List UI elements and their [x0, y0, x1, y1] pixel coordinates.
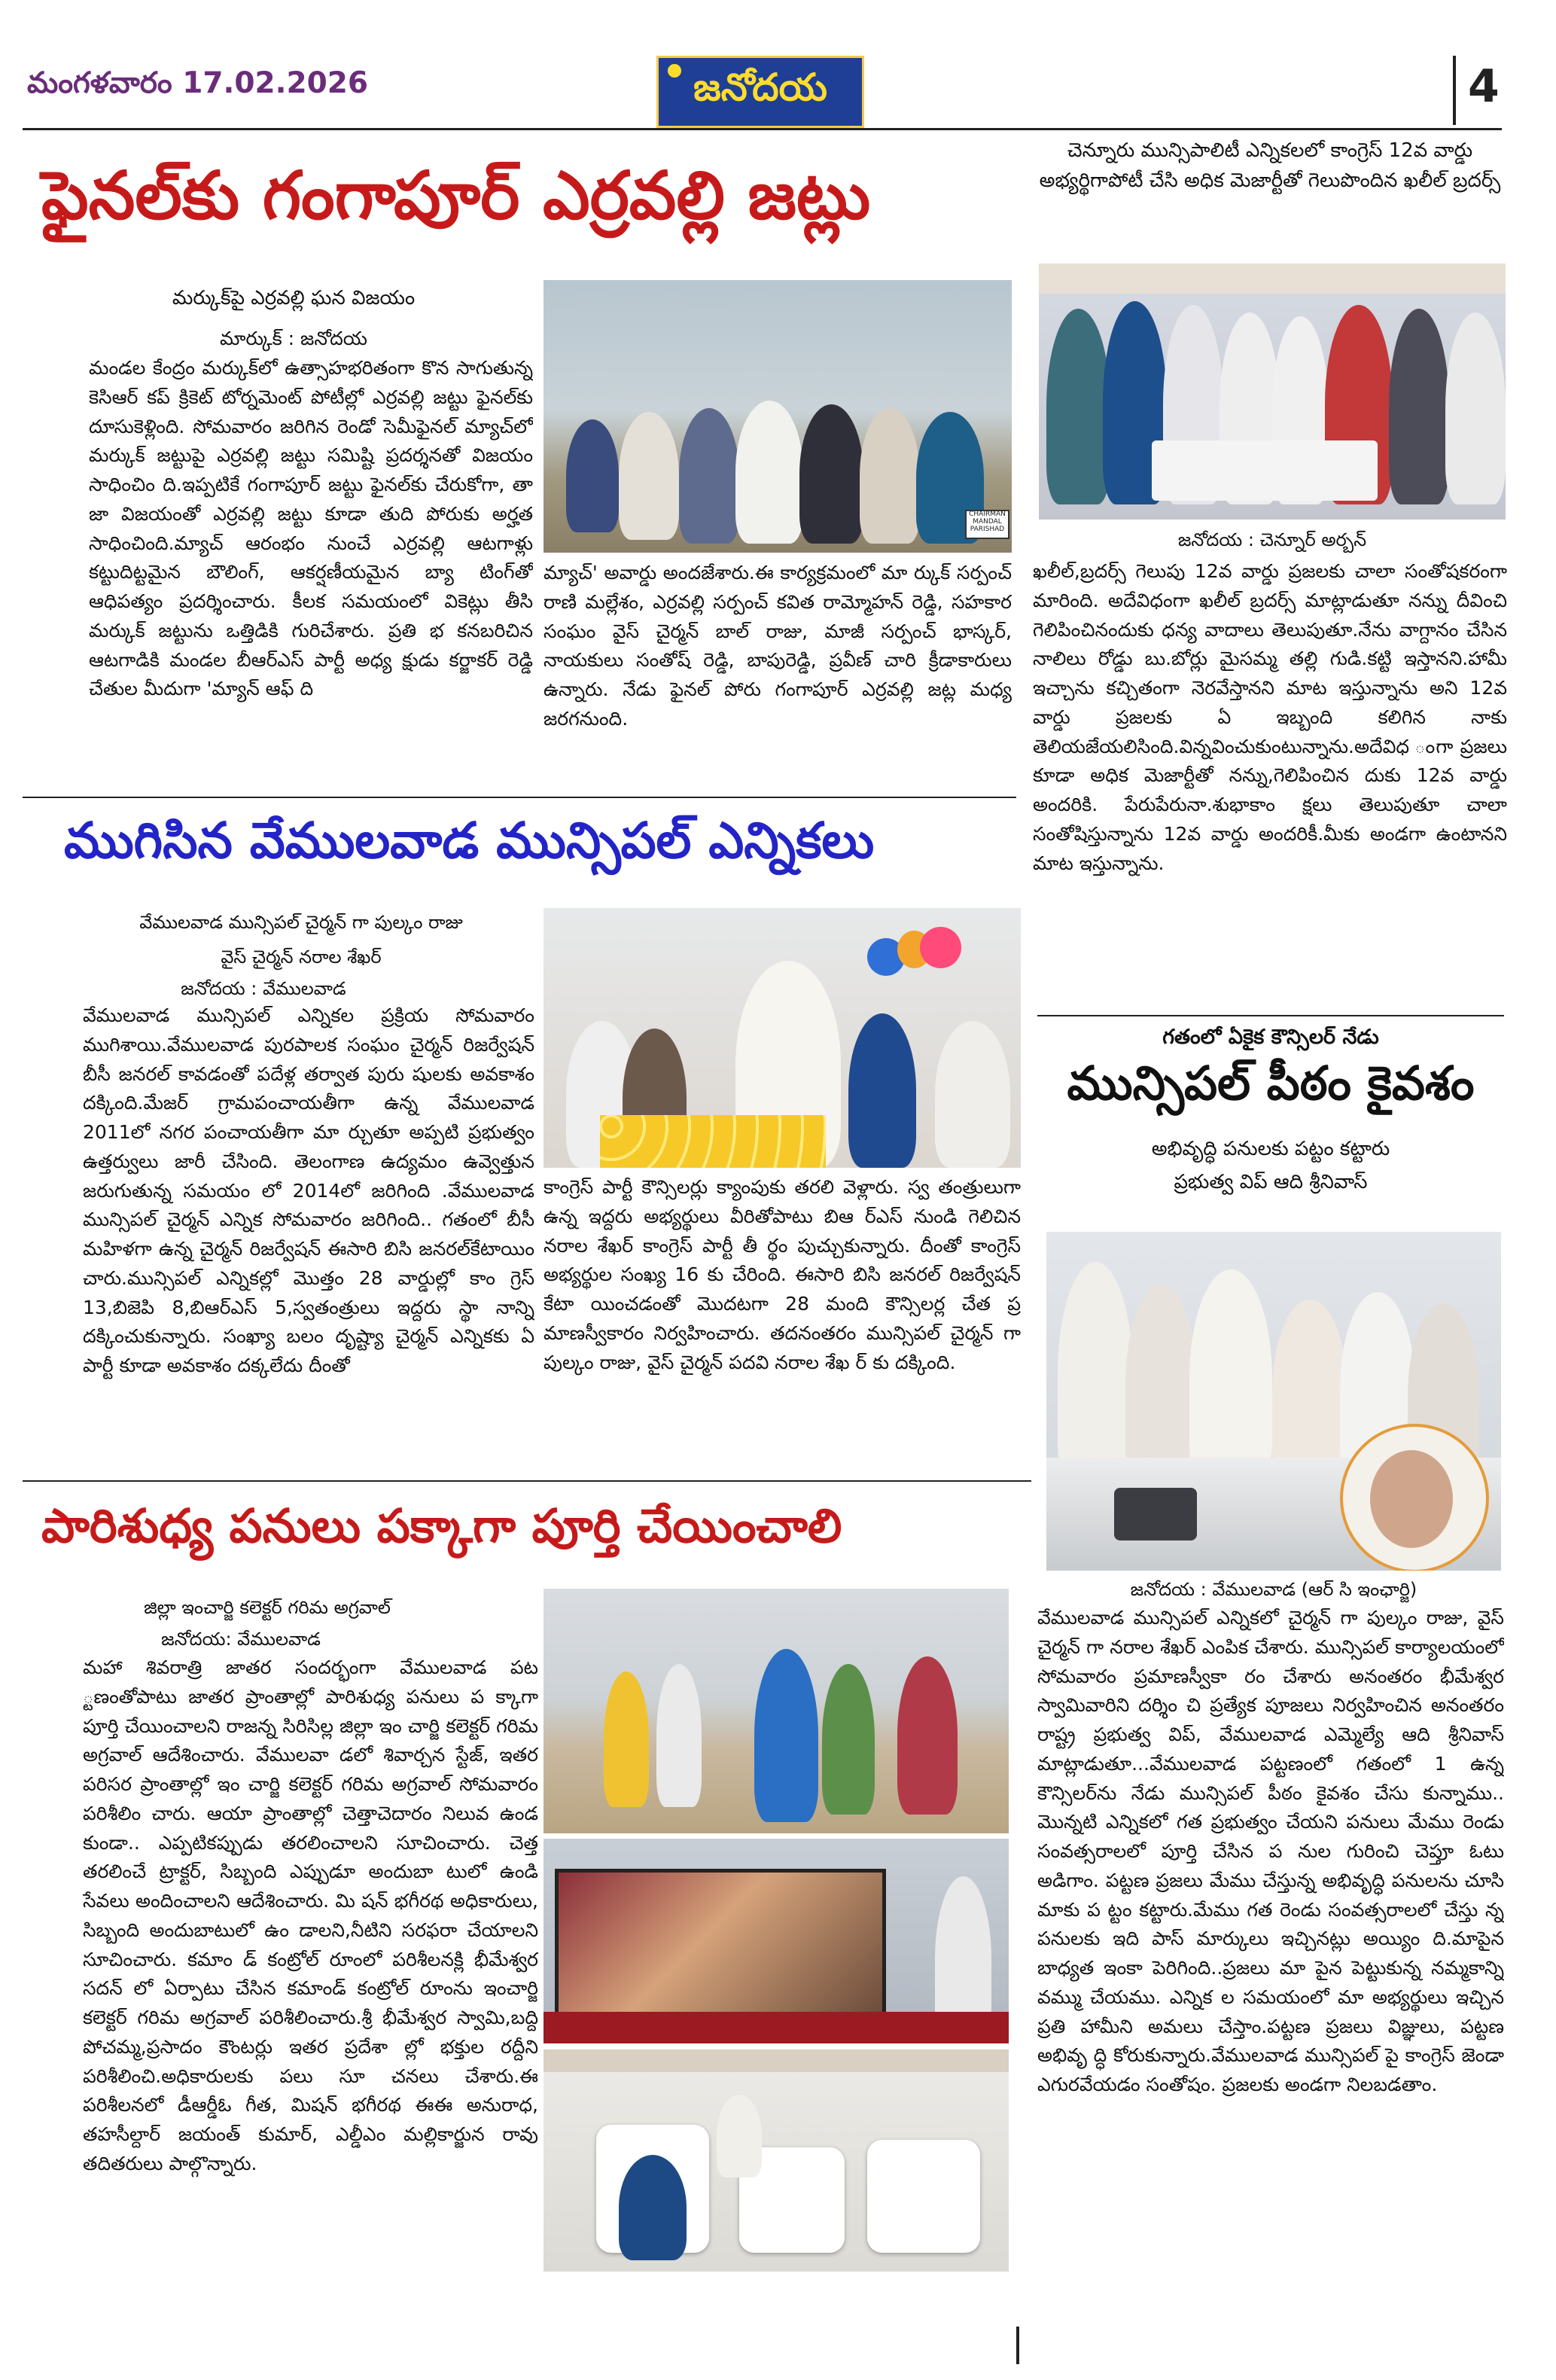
masthead-rule [23, 128, 1502, 130]
story5-subhead: జిల్లా ఇంచార్జి కలెక్టర్ గరిమ అగ్రవాల్ [144, 1597, 391, 1618]
story3-dateline: జనోదయ : వేములవాడ [181, 978, 346, 999]
story4-kicker: గతంలో ఏకైక కౌన్సిలర్ నేడు [1162, 1025, 1379, 1049]
story2-headline: చెన్నూరు మున్సిపాలిటీ ఎన్నికలలో కాంగ్రెస్ 12వ వార్డు అభ్యర్థిగాపోటీ చేసి అధిక మెజార్టీతో గెలుపొందిన ఖలీల్ బ్రదర్స్ [1039, 139, 1501, 193]
story4-headline: మున్సిపల్ పీఠం కైవశం [1067, 1056, 1475, 1111]
page-edge-mark [1016, 2327, 1019, 2364]
story2-body: ఖలీల్,బ్రదర్స్ గెలుపు 12వ వార్డు ప్రజలకు చాలా సంతోషకరంగా మారింది. అదేవిధంగా ఖలీల్ బ్రదర్స్ మాట్లాడుతూ నన్ను దీవించి గెలిపించినందుకు ధన్య వాదాలు తెలుపుతూ.నేను వాగ్దానం చేసిన నాలిలు రోడ్డు బు.బోర్లు మైసమ్మ తల్లి గుడి.కట్టి ఇస్తానని.హామీ ఇచ్చాను కచ్చితంగా నెరవేస్తానని మాట ఇస్తున్నాను అని 12వ వార్డు ప్రజలకు ఏ ఇబ్బంది కలిగిన నాకు తెలియజేయలిసింది.విన్నవించుకుంటున్నాను.అదేవిధ ంగా ప్రజలు కూడా అధిక మెజార్టీతో నన్ను,గెలిపించిన దుకు 12వ వార్డు అందరికి. పేరుపేరునా.శుభాకాం క్షలు తెలుపుతూ చాలా సంతోషిస్తున్నాను 12వ వార్డు అందరికీ.మీకు అండగా ఉంటానని మాట ఇస్తున్నాను. [1033, 560, 1507, 874]
story3-subhead-vice-chairman: వైస్ చైర్మన్ నరాల శేఖర్ [221, 946, 382, 968]
story2-photo [1039, 264, 1506, 520]
story5-photo-3 [544, 2049, 1009, 2272]
story3-subhead-chairman: వేములవాడ మున్సిపల్ చైర్మన్ గా పుల్కం రాజు [139, 912, 463, 933]
story4-body: వేములవాడ మున్సిపల్ ఎన్నికలో చైర్మన్ గా పుల్కం రాజు, వైస్ చైర్మన్ గా నరాల శేఖర్ ఎంపిక చేశారు. మున్సిపల్ కార్యాలయంలో సోమవారం ప్రమాణస్వీకా రం చేశారు అనంతరం భీమేశ్వర స్వామివారిని దర్శిం చి ప్రత్యేక పూజలు నిర్వహించిన అనంతరం రాష్ట్ర ప్రభుత్వ విప్, వేములవాడ ఎమ్మెల్యే ఆది శ్రీనివాస్ మాట్లాడుతూ...వేములవాడ పట్టణంలో గతంలో 1 ఉన్న కౌన్సిలర్‌ను నేడు మున్సిపల్ పీఠం కైవశం చేసు కున్నాము.. మొన్నటి ఎన్నికలో గత ప్రభుత్వం చేయని పనులు మేము రెండు సంవత్సరాలలో పూర్తి చేసిన ప నుల గురించి చెప్తూ ఓటు అడిగాం. పట్టణ ప్రజలు మేము చేస్తున్న అభివృద్ధి పనులను చూసి మాకు ప ట్టం కట్టారు.మేము గత రెండు సంవత్సరాలలో చేస్తు న్న పనులకు ఇది పాస్ మార్కులు ఇచ్చినట్లు అయ్యిం ది.మాపైన బాధ్యత ఇంకా పెరిగింది..ప్రజలు మా పైన పెట్టుకున్న నమ్మకాన్ని వమ్ము చేయము. ఎన్నిక ల సమయంలో మా అభ్యర్థులు ఇచ్చిన ప్రతి హామీని అమలు చేస్తాం.పట్టణ ప్రజలు విజ్ఞులు, పట్టణ అభివృ ద్ధి కోరుకున్నారు.వేములవాడ మున్సిపల్ పై కాంగ్రెస్ జెండా ఎగురవేయడం సంతోషం. ప్రజలకు అండగా నిలబడతాం. [1037, 1607, 1504, 2095]
paper-name: జనోదయ [693, 65, 827, 109]
story3-headline: ముగిసిన వేములవాడ మున్సిపల్ ఎన్నికలు [64, 812, 875, 870]
story3-body-col1: వేములవాడ మున్సిపల్ ఎన్నికల ప్రక్రియ సోమవారం ముగిశాయి.వేములవాడ పురపాలక సంఘం చైర్మన్ రిజర్వేషన్ బీసీ జనరల్ కావడంతో పదేళ్ల తర్వాత పురు షులకు అవకాశం దక్కింది.మేజర్ గ్రామపంచాయతీగా ఉన్న వేములవాడ 2011లో నగర పంచాయతీగా మా ర్చుతూ అప్పటి ప్రభుత్వం ఉత్తర్వులు జారీ చేసింది. తెలంగాణ ఉద్యమం ఉవ్వెత్తున జరుగుతున్న సమయం లో 2014లో జరిగింది .వేములవాడ మున్సిపల్ చైర్మన్ ఎన్నిక సోమవారం జరిగింది.. గతంలో బీసీ మహిళగా ఉన్న చైర్మన్ రిజర్వేషన్ ఈసారి బిసి జనరల్‌కేటాయిం చారు.మున్సిపల్ ఎన్నికల్లో మొత్తం 28 వార్డుల్లో కాం గ్రెస్ 13,బిజెపి 8,బిఆర్ఎస్ 5,స్వతంత్రులు ఇద్దరు స్థా నాన్ని దక్కించుకున్నారు. సంఖ్యా బలం దృష్ట్యా చైర్మన్ ఎన్నికకు ఏ పార్టీ కూడా అవకాశం దక్కలేదు దీంతో [83, 1004, 534, 1376]
page-number: 4 [1468, 60, 1500, 113]
story3-divider [23, 1480, 1031, 1482]
story1-photo-banner: CHAIRMAN MANDAL PARISHAD [965, 510, 1009, 539]
story1-body-col2: మ్యాచ్' అవార్డు అందజేశారు.ఈ కార్యక్రమంలో మా ర్కుక్ సర్పంచ్ రాణి మల్లేశం, ఎర్రవల్లి సర్పంచ్ కవిత రామ్మోహన్ రెడ్డి, సహకార సంఘం వైస్ చైర్మన్ బాల్ రాజు, మాజీ సర్పంచ్ భాస్కర్, నాయకులు సంతోష్ రెడ్డి, బాపురెడ్డి, ప్రవీణ్ చారి క్రీడాకారులు ఉన్నారు. నేడు ఫైనల్ పోరు గంగాపూర్ ఎర్రవల్లి జట్ల మధ్య జరగనుంది. [544, 562, 1012, 730]
logo-emblem-icon [668, 64, 681, 78]
story1-dateline: మార్కుక్ : జనోదయ [220, 328, 367, 349]
story4-subhead-1: అభివృద్ధి పనులకు పట్టం కట్టారు [1151, 1138, 1390, 1160]
story1-subhead: మర్కుక్‌పై ఎర్రవల్లి ఘన విజయం [172, 287, 416, 309]
paper-logo [656, 56, 864, 128]
story4-subhead-2: ప్రభుత్వ విప్ ఆది శ్రీనివాస్ [1174, 1171, 1368, 1193]
story2-dateline: జనోదయ : చెన్నూర్ అర్బన్ [1177, 529, 1367, 550]
story3-photo [544, 908, 1021, 1168]
story4-dateline: జనోదయ : వేములవాడ (ఆర్ సి ఇంఛార్జి) [1130, 1579, 1417, 1600]
story1-headline: ఫైనల్‌కు గంగాపూర్ ఎర్రవల్లి జట్లు [41, 157, 871, 234]
story4-photo [1046, 1232, 1501, 1571]
story5-headline: పారిశుధ్య పనులు పక్కాగా పూర్తి చేయించాలి [41, 1498, 842, 1553]
story1-body-col1: మండల కేంద్రం మర్కుక్‌లో ఉత్సాహభరితంగా కొన సాగుతున్న కెసిఆర్ కప్ క్రికెట్ టోర్నమెంట్ పోటీల్లో ఎర్రవల్లి జట్టు ఫైనల్‌కు దూసుకెళ్లింది. సోమవారం జరిగిన రెండో సెమీఫైనల్ మ్యాచ్‌లో మర్కుక్ జట్టుపై ఎర్రవల్లి జట్టు సమిష్టి ప్రదర్శనతో విజయం సాధించిం ది.ఇప్పటికే గంగాపూర్ జట్టు ఫైనల్‌కు చేరుకోగా, తా జా విజయంతో ఎర్రవల్లి జట్టు కూడా తుది పోరుకు అర్హత సాధించింది.మ్యాచ్ ఆరంభం నుంచే ఎర్రవల్లి ఆటగాళ్లు కట్టుదిట్టమైన బౌలింగ్, ఆకర్షణీయమైన బ్యా టింగ్‌తో ఆధిపత్యం ప్రదర్శించారు. కీలక సమయంలో వికెట్లు తీసి మర్కుక్ జట్టును ఒత్తిడికి గురిచేశారు. ప్రతి భ కనబరిచిన ఆటగాడికి మండల బీఆర్ఎస్ పార్టీ అధ్య క్షుడు కర్జాకర్ రెడ్డి చేతుల మీదుగా 'మ్యాన్ ఆఫ్ ది [89, 357, 533, 700]
issue-date: మంగళవారం 17.02.2026 [27, 66, 368, 100]
story5-body: మహా శివరాత్రి జాతర సందర్భంగా వేములవాడ పట ్టణంతోపాటు జాతర ప్రాంతాల్లో పారిశుధ్య పనులు ప క్కాగా పూర్తి చేయించాలని రాజన్న సిరిసిల్ల జిల్లా ఇం చార్జి కలెక్టర్ గరిమ అగ్రవాల్ ఆదేశించారు. వేములవా డలో శివార్చన స్టేజ్, ఇతర పరిసర ప్రాంతాల్లో ఇం చార్జి కలెక్టర్ గరిమ అగ్రవాల్ సోమవారం పరిశీలిం చారు. ఆయా ప్రాంతాల్లో చెత్తాచెదారం నిలువ ఉండ కుండా.. ఎప్పటికప్పుడు తరలించాలని సూచించారు. చెత్త తరలించే ట్రాక్టర్, సిబ్బంది ఎప్పుడూ అందుబా టులో ఉండి సేవలు అందించాలని ఆదేశించారు. మి షన్ భగీరథ అధికారులు, సిబ్బంది అందుబాటులో ఉం డాలని,నీటిని సరఫరా చేయాలని సూచించారు. కమాం డ్ కంట్రోల్ రూంలో పరిశీలనక్లి భీమేశ్వర సదన్ లో ఏర్పాటు చేసిన కమాండ్ కంట్రోల్ రూంను ఇంచార్జి కలెక్టర్ గరిమ అగ్రవాల్ పరిశీలించారు.శ్రీ భీమేశ్వర స్వామి,బద్ది పోచమ్మ,ప్రసాదం కౌంటర్లు ఇతర ప్రదేశా ల్లో భక్తుల రద్దీని పరిశీలించి.అధికారులకు పలు సూ చనలు చేశారు.ఈ పరిశీలనలో డీఆర్డీఓ గీత, మిషన్ భగీరథ ఈఈ అనురాధ, తహసీల్దార్ జయంత్ కుమార్, ఎల్డీఎం మల్లికార్జున రావు తదితరులు పాల్గొన్నారు. [83, 1656, 538, 2174]
page-number-divider [1453, 56, 1456, 125]
story5-photo-1 [544, 1589, 1009, 1833]
story5-photo-2 [544, 1839, 1009, 2043]
story1-photo [544, 280, 1012, 553]
story2-divider [1037, 1015, 1504, 1016]
story5-dateline: జనోదయ: వేములవాడ [161, 1629, 321, 1650]
story3-body-col2: కాంగ్రెస్ పార్టీ కౌన్సిలర్లు క్యాంపుకు తరలి వెళ్లారు. స్వ తంత్రులుగా ఉన్న ఇద్దరు అభ్యర్థులు వీరితోపాటు బిఆ ర్ఎస్ నుండి గెలిచిన నరాల శేఖర్ కాంగ్రెస్ పార్టీ తీ ర్థం పుచ్చుకున్నారు. దీంతో కాంగ్రెస్ అభ్యర్థుల సంఖ్య 16 కు చేరింది. ఈసారి బిసి జనరల్ రిజర్వేషన్ కేటా యించడంతో మొదటగా 28 మంది కౌన్సిలర్ల చేత ప్ర మాణస్వీకారం నిర్వహించారు. తదనంతరం మున్సిపల్ చైర్మన్ గా పుల్కం రాజు, వైస్ చైర్మన్ పదవి నరాల శేఖ ర్ కు దక్కింది. [544, 1176, 1021, 1373]
story1-divider [23, 797, 1016, 798]
